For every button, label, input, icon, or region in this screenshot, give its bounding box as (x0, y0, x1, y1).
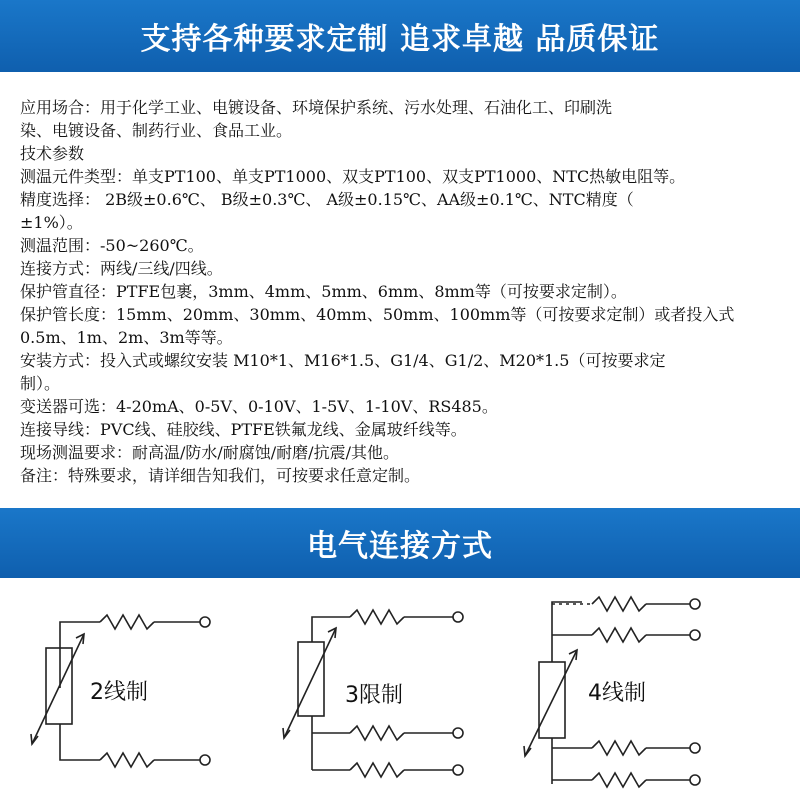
terminal (690, 630, 700, 640)
spec-line: 安装方式：投入式或螺纹安装 M10*1、M16*1.5、G1/4、G1/2、M20*1.5（可按要求定 (20, 351, 666, 370)
spec-line: 现场测温要求：耐高温/防水/耐腐蚀/耐磨/抗震/其他。 (20, 443, 399, 462)
spec-line: 0.5m、1m、2m、3m等等。 (20, 328, 233, 347)
spec-line: 精度选择： 2B级±0.6℃、 B级±0.3℃、 A级±0.15℃、AA级±0.1℃、NTC精度（ (20, 190, 634, 209)
adjust-arrow (525, 650, 577, 756)
spec-line: 染、电镀设备、制药行业、食品工业。 (20, 121, 293, 140)
terminal (200, 617, 210, 627)
two-wire-label: 2线制 (90, 680, 148, 705)
resistor-symbol (100, 753, 154, 767)
three-wire-label: 3限制 (345, 683, 403, 708)
terminal (453, 612, 463, 622)
spec-line: 应用场合：用于化学工业、电镀设备、环境保护系统、污水处理、石油化工、印刷洗 (20, 98, 613, 117)
header-title: 支持各种要求定制 追求卓越 品质保证 (140, 22, 660, 57)
resistor-symbol (350, 610, 404, 624)
terminal (200, 755, 210, 765)
spec-line: 变送器可选：4-20mA、0-5V、0-10V、1-5V、1-10V、RS485。 (20, 397, 498, 416)
spec-list (20, 96, 785, 487)
adjust-arrow (32, 634, 84, 744)
resistor-symbol (350, 763, 404, 777)
resistor-symbol (350, 726, 404, 740)
spec-line: 测温范围：-50~260℃。 (20, 236, 204, 255)
spec-line: 制）。 (20, 374, 61, 393)
terminal (453, 728, 463, 738)
resistor-symbol (592, 773, 646, 787)
terminal (453, 765, 463, 775)
spec-line: 技术参数 (20, 144, 85, 163)
adjust-arrow (284, 628, 336, 738)
spec-line: 保护管直径：PTFE包裹，3mm、4mm、5mm、6mm、8mm等（可按要求定制）。 (20, 282, 627, 301)
terminal (690, 743, 700, 753)
resistor-symbol (592, 597, 646, 611)
terminal (690, 775, 700, 785)
header-banner (0, 0, 800, 72)
wire (60, 724, 100, 760)
resistor-symbol (592, 628, 646, 642)
spec-line: 连接方式：两线/三线/四线。 (20, 259, 223, 278)
four-wire-label: 4线制 (588, 681, 646, 706)
section-banner (0, 508, 800, 578)
resistor-symbol (592, 741, 646, 755)
spec-line: 备注：特殊要求，请详细告知我们，可按要求任意定制。 (20, 466, 421, 485)
wiring-diagrams (0, 580, 800, 800)
sensor-element (298, 642, 324, 716)
section-title: 电气连接方式 (307, 529, 493, 564)
spec-line: 连接导线：PVC线、硅胶线、PTFE铁氟龙线、金属玻纤线等。 (20, 420, 467, 439)
spec-line: ±1%）。 (20, 213, 83, 232)
terminal (690, 599, 700, 609)
spec-line: 测温元件类型：单支PT100、单支PT1000、双支PT100、双支PT1000、NTC热敏电阻等。 (20, 167, 686, 186)
resistor-symbol (100, 615, 154, 629)
spec-line: 保护管长度：15mm、20mm、30mm、40mm、50mm、100mm等（可按要求定制）或者投入式 (20, 305, 735, 324)
